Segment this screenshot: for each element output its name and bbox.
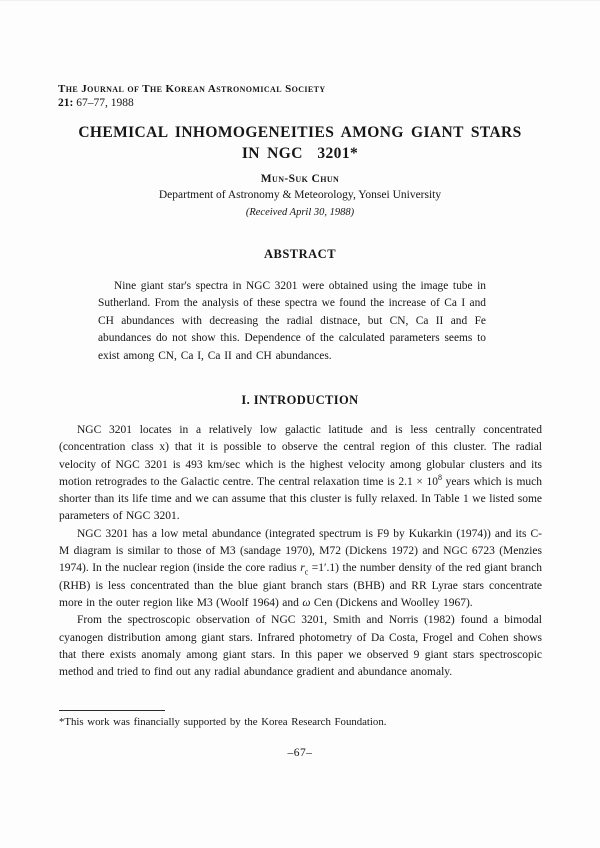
intro-paragraph-2: NGC 3201 has a low metal abundance (integrated spectrum is F9 by Kukarkin (1974)) and its C-M diagram is similar to those of M3 (sandage 1970), M72 (Dickens 1972) and NGC 6723 (Menzies 1974). In the nuclear region (inside the core radius $r_c =1'.1$) the number density of the red giant branch (RHB) is less concentrated than the blue giant branch stars (BHB) and RR Lyrae stars concentrate more in the outer region like M3 (Woolf 1964) and ω Cen (Dickens and Woolley 1967). (59, 527, 542, 609)
intro-paragraph-3: From the spectroscopic observation of NGC 3201, Smith and Norris (1982) found a bimodal cyanogen distribution among giant stars. Infrared photometry of Da Costa, Frogel and Cohen shows that there exists anomaly among giant stars. In this paper we observed 9 giant stars spectroscopic method and tried to find out any radial abundance gradient and abundance anomaly. (59, 614, 542, 679)
author-affiliation: Department of Astronomy & Meteorology, Yonsei University (158, 189, 442, 201)
abstract-heading: ABSTRACT (263, 247, 337, 261)
article-title (0, 122, 600, 164)
received-date: (Received April 30, 1988) (245, 207, 355, 218)
introduction-body (59, 422, 542, 681)
journal-header (58, 83, 326, 109)
page-number: –67– (287, 747, 313, 759)
intro-paragraph-1: NGC 3201 locates in a relatively low galactic latitude and is less centrally concentrated (concentration class x) that it is possible to observe the central region of this cluster. The radial velocity of NGC 3201 is 493 km/sec which is the highest velocity among globular clusters and its motion retrogrades to the Galactic centre. The central relaxation time is $2.1 \times 10^8$ years which is much shorter than its life time and we can assume that this cluster is fully relaxed. In Table 1 we listed some parameters of NGC 3201. (59, 424, 542, 523)
volume-number: 21: (58, 97, 74, 109)
page-range: 67–77, 1988 (76, 97, 134, 109)
section-heading-introduction: I. INTRODUCTION (241, 393, 359, 407)
volume-line (58, 97, 326, 109)
journal-name: The Journal of The Korean Astronomical Society (58, 83, 326, 95)
article-title-line2: IN NGC 3201* (241, 145, 359, 162)
article-title-line1: CHEMICAL INHOMOGENEITIES AMONG GIANT STARS (78, 124, 522, 141)
footnote-text: *This work was financially supported by the Korea Research Foundation. (59, 716, 387, 728)
author-name: Mun-Suk Chun (260, 173, 340, 185)
footnote-rule (59, 710, 165, 711)
abstract-text: Nine giant star's spectra in NGC 3201 were obtained using the image tube in Sutherland. From the analysis of these spectra we found the increase of Ca I and CH abundances with decreasing the radial distnace, but CN, Ca II and Fe abundances do not show this. Dependence of the calculated parameters seems to exist among CN, Ca I, Ca II and CH abundances. (98, 280, 486, 362)
